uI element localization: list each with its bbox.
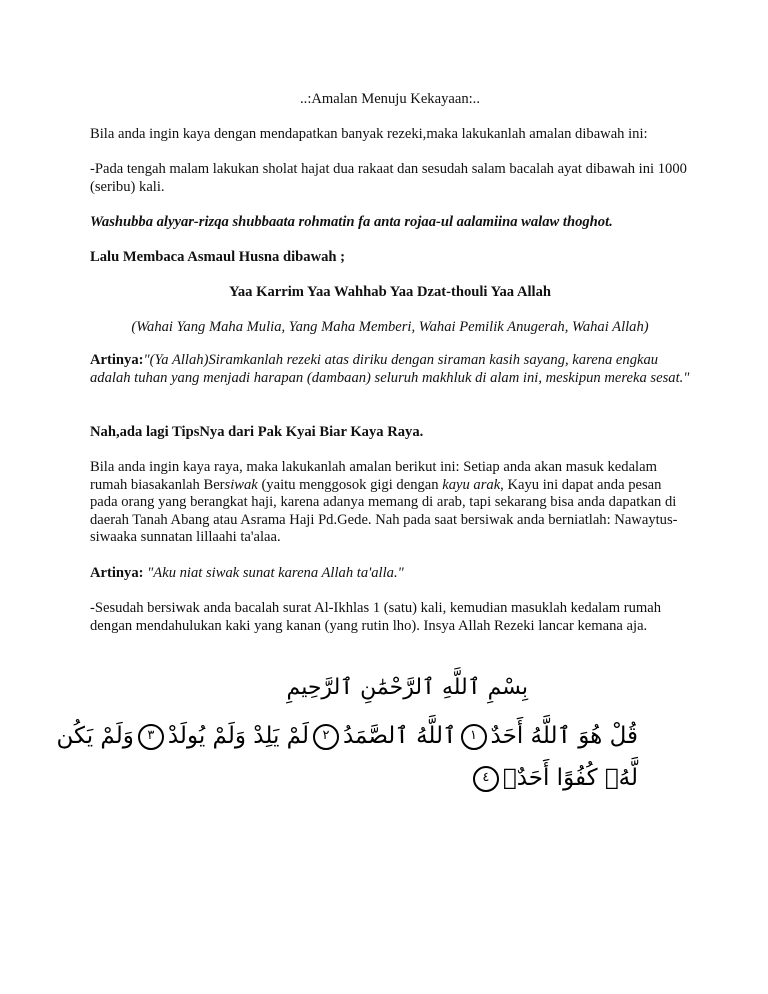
artinya-paragraph <box>90 352 690 387</box>
artinya-text: "(Ya Allah)Siramkanlah rezeki atas diriku dengan siraman kasih sayang, karena engkau adalah tuhan yang menjadi harapan (dambaan) seluruh makhluk di alam ini, meskipun mereka sesat." <box>90 352 690 386</box>
siwak-text-1: Bila anda ingin kaya raya, maka lakukanlah amalan berikut ini: Setiap anda akan masuk kedalam rumah biasakanlah Ber <box>90 459 657 493</box>
asmaul-meaning: (Wahai Yang Maha Mulia, Yang Maha Memberi, Wahai Pemilik Anugerah, Wahai Allah) <box>131 319 649 335</box>
prayer-text: Washubba alyyar-rizqa shubbaata rohmatin fa anta rojaa-ul aalamiina walaw thoghot. <box>90 214 613 230</box>
ayah-1: قُلْ هُوَ ٱللَّهُ أَحَدٌ <box>490 723 638 749</box>
artinya2-paragraph <box>90 565 690 583</box>
siwak-word: siwak <box>224 476 258 493</box>
artinya2-label: Artinya: <box>90 565 144 581</box>
step2-paragraph: -Sesudah bersiwak anda bacalah surat Al-Ikhlas 1 (satu) kali, kemudian masuklah kedalam rumah dengan mendahulukan kaki yang kanan (yang rutin lho). Insya Allah Rezeki lancar kemana aja. <box>90 600 662 634</box>
artinya2-text: "Aku niat siwak sunat karena Allah ta'alla." <box>147 565 404 581</box>
siwak-paragraph <box>90 459 690 547</box>
document-title: ..:Amalan Menuju Kekayaan:.. <box>300 91 480 107</box>
tips-heading: Nah,ada lagi TipsNya dari Pak Kyai Biar Kaya Raya. <box>90 424 424 440</box>
asmaul-heading: Lalu Membaca Asmaul Husna dibawah ; <box>90 249 346 265</box>
asmaul-husna-text: Yaa Karrim Yaa Wahhab Yaa Dzat-thouli Yaa Allah <box>228 284 552 300</box>
ayah-4-start: وَلَمْ يَكُن <box>56 723 134 749</box>
artinya-label: Artinya: <box>90 352 144 368</box>
ayah-3: لَمْ يَلِدْ وَلَمْ يُولَدْ <box>167 723 309 749</box>
ayah-number-2: ٢ <box>313 724 339 750</box>
ayah-number-4: ٤ <box>473 766 499 792</box>
siwak-text-2: (yaitu menggosok gigi dengan <box>257 476 443 493</box>
ayah-2: ٱللَّهُ ٱلصَّمَدُ <box>342 723 457 749</box>
basmala-text: بِسْمِ ٱللَّهِ ٱلرَّحْمَٰنِ ٱلرَّحِيمِ <box>286 675 528 700</box>
ikhlas-line-1 <box>57 716 639 756</box>
ikhlas-line-2 <box>469 758 638 798</box>
step1-paragraph: -Pada tengah malam lakukan sholat hajat dua rakaat dan sesudah salam bacalah ayat dibawah ini 1000 (seribu) kali. <box>90 161 687 195</box>
kayu-arak-word: kayu arak <box>442 476 501 493</box>
ayah-number-1: ١ <box>461 724 487 750</box>
intro-paragraph: Bila anda ingin kaya dengan mendapatkan banyak rezeki,maka lakukanlah amalan dibawah ini: <box>90 126 648 142</box>
siwak-text-3: , Kayu ini dapat anda pesan pada orang yang berangkat haji, karena adanya memang di arab, tapi sekarang bisa anda dapatkan di daerah Tanah Abang atau Asrama Haji Pd.Gede. Nah pada saat bersiwak anda berniatlah: Nawaytus-siwaaka sunnatan lillaahi ta'alaa. <box>90 476 678 545</box>
ayah-4-end: لَّهُۥ كُفُوًا أَحَدٌۢ <box>502 765 638 791</box>
ayah-number-3: ٣ <box>138 724 164 750</box>
